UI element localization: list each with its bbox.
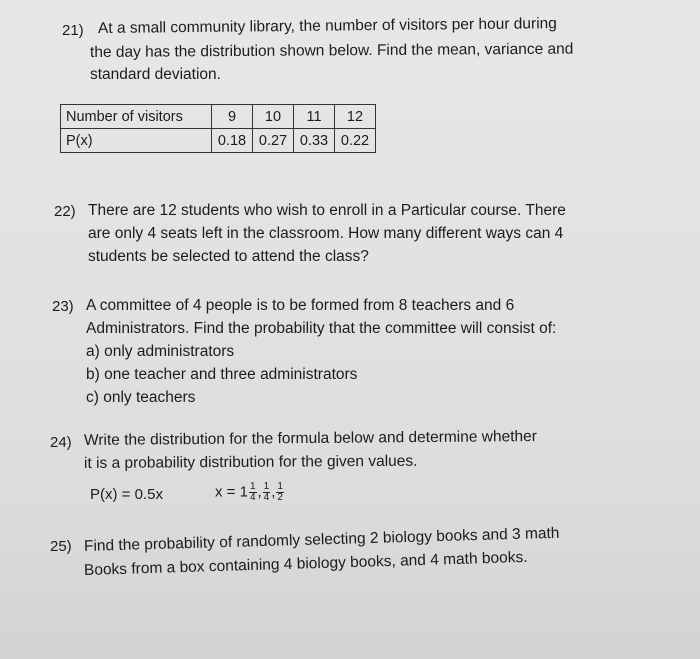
q21-number: 21) bbox=[62, 22, 84, 39]
table-cell-p: 0.27 bbox=[253, 129, 294, 153]
q25-number: 25) bbox=[50, 538, 72, 555]
distribution-table bbox=[60, 104, 376, 153]
q21-line-2: the day has the distribution shown below. Find the mean, variance and bbox=[89, 40, 574, 61]
q24-line-1: Write the distribution for the formula below and determine whether bbox=[83, 428, 537, 449]
fraction-numerator: 1 bbox=[263, 481, 270, 492]
q23-option-c: c) only teachers bbox=[86, 389, 196, 406]
fraction-denominator: 2 bbox=[277, 492, 283, 503]
table-row-label: Number of visitors bbox=[61, 105, 212, 129]
q24-formula: P(x) = 0.5x bbox=[90, 486, 163, 503]
fraction bbox=[249, 482, 257, 503]
fraction-denominator: 4 bbox=[249, 492, 256, 503]
q21-line-1: At a small community library, the number of visitors per hour during bbox=[97, 15, 557, 37]
fraction bbox=[276, 482, 284, 503]
q24-line-2: it is a probability distribution for the given values. bbox=[83, 452, 418, 472]
q24-x-values: x = 1 $\frac{1}{4}$ , $\frac{1}{4}$ , $\frac{1}{2}$ bbox=[215, 481, 283, 503]
table-cell-p: 0.33 bbox=[294, 129, 335, 153]
q25-line-2: Books from a box containing 4 biology books, and 4 math books. bbox=[83, 548, 528, 579]
table-row bbox=[61, 105, 376, 129]
table-row-label: P(x) bbox=[61, 129, 212, 153]
q23-option-a: a) only administrators bbox=[86, 343, 235, 360]
q22-line-1: There are 12 students who wish to enroll in a Particular course. There bbox=[88, 202, 566, 219]
q23-line-1: A committee of 4 people is to be formed from 8 teachers and 6 bbox=[86, 297, 515, 314]
table-cell-p: 0.18 bbox=[212, 129, 253, 153]
q21-line-3: standard deviation. bbox=[90, 66, 221, 83]
fraction-numerator: 1 bbox=[277, 481, 283, 492]
q23-number: 23) bbox=[52, 298, 74, 315]
fraction-numerator: 1 bbox=[249, 481, 256, 492]
q24-number: 24) bbox=[50, 434, 72, 451]
fraction bbox=[263, 482, 271, 503]
table-row bbox=[61, 129, 376, 153]
q22-line-2: are only 4 seats left in the classroom. How many different ways can 4 bbox=[88, 225, 564, 242]
q22-number: 22) bbox=[54, 203, 76, 220]
fraction-denominator: 4 bbox=[263, 492, 270, 503]
table-cell-x: 10 bbox=[253, 105, 294, 129]
table-cell-x: 12 bbox=[335, 105, 376, 129]
q25-line-1: Find the probability of randomly selecting 2 biology books and 3 math bbox=[83, 524, 560, 555]
table-cell-x: 11 bbox=[294, 105, 335, 129]
table-cell-x: 9 bbox=[212, 105, 253, 129]
q22-line-3: students be selected to attend the class? bbox=[88, 248, 369, 265]
q23-line-2: Administrators. Find the probability that the committee will consist of: bbox=[86, 320, 557, 337]
q23-option-b: b) one teacher and three administrators bbox=[86, 366, 358, 383]
table-cell-p: 0.22 bbox=[335, 129, 376, 153]
q24-x-prefix: x = 1 bbox=[215, 483, 248, 501]
